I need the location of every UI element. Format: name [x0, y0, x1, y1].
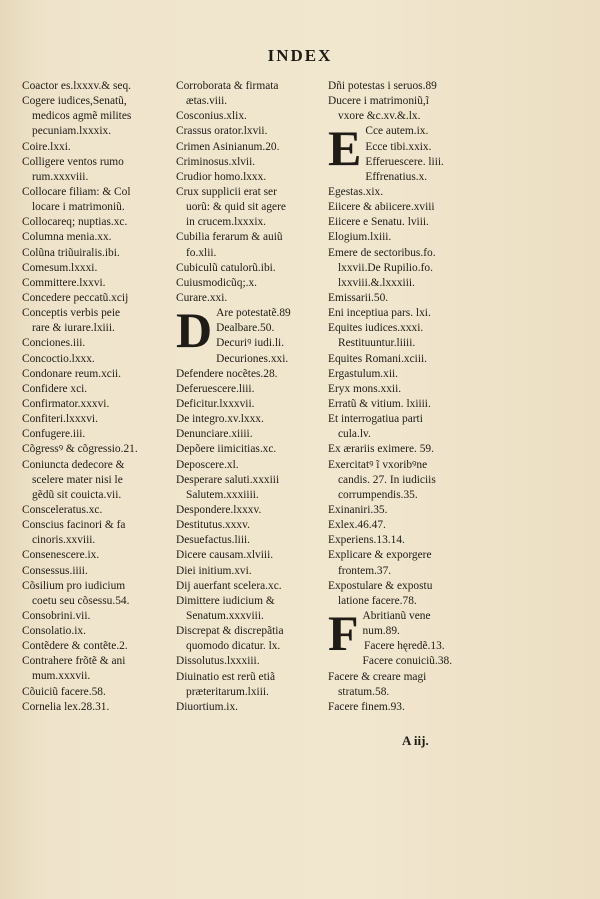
index-entry: Dicere causam.xlviii.	[176, 549, 274, 562]
index-entry: Facere finem.93.	[328, 700, 405, 713]
index-entry: Confugere.iii.	[22, 428, 86, 441]
index-entry: Facere hęredẽ.13.	[364, 640, 445, 653]
index-entry: Ecce tibi.xxix.	[365, 140, 432, 153]
index-entry: Confiteri.lxxxvi.	[22, 413, 98, 426]
index-entry: scelere mater nisi le	[32, 473, 123, 486]
index-entry: Ducere i matrimoniũ,ĩ	[328, 95, 429, 108]
index-entry: Criminosus.xlvii.	[176, 155, 256, 168]
index-entry: quomodo dicatur. lx.	[186, 640, 281, 653]
index-entry: Consenescere.ix.	[22, 549, 100, 562]
index-entry: Consobrini.vii.	[22, 609, 91, 622]
page-header: INDEX	[267, 46, 333, 65]
index-column-3	[328, 79, 480, 715]
index-entry: cula.lv.	[338, 428, 371, 441]
index-entry: Eiicere e Senatu. lviii.	[328, 216, 429, 229]
index-entry: Ergastulum.xii.	[328, 367, 399, 380]
index-entry: Effrenatius.x.	[365, 170, 428, 183]
index-entry: medicos agmẽ milites	[32, 110, 132, 123]
index-entry: Ex ærariis eximere. 59.	[328, 443, 434, 456]
index-entry: Corroborata & firmata	[176, 80, 279, 92]
index-entry: rare & iurare.lxiii.	[32, 322, 115, 335]
index-entry: Exlex.46.47.	[328, 519, 386, 532]
index-entry: Equites Romani.xciii.	[328, 352, 428, 365]
index-entry: Despondere.lxxxv.	[176, 503, 262, 516]
index-entry: Dealbare.50.	[216, 322, 275, 335]
index-entry: Emissarii.50.	[328, 291, 389, 304]
index-entry: Deficitur.lxxxvii.	[176, 397, 255, 410]
index-entry: Depõere iimicitias.xc.	[176, 443, 277, 456]
index-entry: Equites iudices.xxxi.	[328, 322, 424, 335]
section-initial-f: F	[328, 604, 359, 661]
index-entry: Conciones.iii.	[22, 337, 86, 350]
index-entry: Diuortium.ix.	[176, 700, 239, 713]
index-entry: De integro.xv.lxxx.	[176, 413, 264, 426]
index-entry: Conscius facinori & fa	[22, 519, 126, 532]
index-entry: coetu seu cõsessu.54.	[32, 594, 130, 607]
index-entry: Efferuescere. liii.	[365, 155, 444, 168]
index-entry: Columna menia.xx.	[22, 231, 112, 244]
index-entry: Crudior homo.lxxx.	[176, 170, 267, 183]
index-entry: Abritianũ vene	[362, 609, 431, 622]
index-entry: uorũ: & quid sit agere	[186, 201, 286, 214]
index-entry: Cubiculũ catulorũ.ibi.	[176, 261, 276, 274]
index-entry: Et interrogatiua parti	[328, 413, 423, 426]
index-entry: mum.xxxvii.	[32, 670, 91, 683]
index-entry: candis. 27. In iudiciis	[338, 473, 436, 486]
index-entry: ætas.viii.	[186, 95, 228, 108]
index-entry: Decuriones.xxi.	[216, 352, 289, 365]
index-entry: Confidere xci.	[22, 382, 88, 395]
index-column-1	[22, 79, 174, 715]
index-entry: Coniuncta dedecore &	[22, 458, 125, 471]
index-entry: Dñi potestas i seruos.89	[328, 80, 437, 92]
index-entry: Cornelia lex.28.31.	[22, 700, 110, 713]
index-entry: Desperare saluti.xxxiii	[176, 473, 280, 486]
index-entry: Committere.lxxvi.	[22, 276, 106, 289]
index-entry: Salutem.xxxiiii.	[186, 488, 259, 501]
index-entry: Experiens.13.14.	[328, 534, 405, 547]
index-entry: Consessus.iiii.	[22, 564, 88, 577]
index-entry: Crux supplicii erat ser	[176, 185, 277, 198]
index-entry: Facere conuiciũ.38.	[362, 655, 453, 668]
index-entry: Concoctio.lxxx.	[22, 352, 95, 365]
index-entry: Defendere nocẽtes.28.	[176, 367, 278, 380]
index-entry: Consceleratus.xc.	[22, 503, 103, 516]
index-entry: Dissolutus.lxxxiii.	[176, 655, 260, 668]
index-entry: fo.xlii.	[186, 246, 217, 259]
index-entry: Diuinatio est rerũ etiã	[176, 670, 276, 683]
index-entry: Erratũ & vitium. lxiiii.	[328, 397, 431, 410]
index-entry: frontem.37.	[338, 564, 392, 577]
index-entry: Condonare reum.xcii.	[22, 367, 122, 380]
index-entry: Coire.lxxi.	[22, 140, 71, 153]
index-entry: Discrepat & discrepãtia	[176, 625, 284, 638]
index-entry: Cõgressꝰ & cõgressio.21.	[22, 443, 138, 456]
index-entry: Dimittere iudicium &	[176, 594, 275, 607]
index-entry: locare i matrimoniũ.	[32, 201, 125, 214]
index-entry: Exercitatꝰ ĩ vxoribꝰne	[328, 458, 428, 471]
index-entry: Expostulare & expostu	[328, 579, 433, 592]
index-entry: Destitutus.xxxv.	[176, 519, 250, 532]
index-entry: Colũna triũuiralis.ibi.	[22, 246, 120, 259]
index-entry: num.89.	[362, 625, 400, 638]
index-entry: Cosconius.xlix.	[176, 110, 247, 123]
index-entry: latione facere.78.	[338, 594, 417, 607]
index-entry: rum.xxxviii.	[32, 170, 89, 183]
index-entry: in crucem.lxxxix.	[186, 216, 267, 229]
index-entry: Eni inceptiua pars. lxi.	[328, 307, 431, 320]
index-entry: Senatum.xxxviii.	[186, 609, 264, 622]
index-entry: Consolatio.ix.	[22, 625, 86, 638]
index-entry: Cce autem.ix.	[365, 125, 429, 138]
index-entry: Denunciare.xiiii.	[176, 428, 253, 441]
index-entry: corrumpendis.35.	[338, 488, 418, 501]
index-entry: Curare.xxi.	[176, 291, 228, 304]
index-entry: Eryx mons.xxii.	[328, 382, 402, 395]
index-entry: Restituuntur.liiii.	[338, 337, 416, 350]
section-initial-e: E	[328, 120, 362, 177]
index-entry: præteritarum.lxiii.	[186, 685, 269, 698]
index-entry: Contẽdere & contẽte.2.	[22, 640, 128, 653]
index-entry: Cuiusmodicũq;.x.	[176, 276, 258, 289]
index-entry: Facere & creare magi	[328, 670, 427, 683]
index-entry: Collocare filiam: & Col	[22, 185, 131, 198]
index-entry: Are potestatẽ.89	[216, 307, 291, 320]
index-entry: Crassus orator.lxvii.	[176, 125, 268, 138]
index-entry: Cõuiciũ facere.58.	[22, 685, 106, 698]
index-entry: Exinaniri.35.	[328, 503, 388, 516]
index-entry: gẽdũ sit couicta.vii.	[32, 488, 122, 501]
index-entry: Contrahere frõtẽ & ani	[22, 655, 126, 668]
index-entry: Collocareq; nuptias.xc.	[22, 216, 128, 229]
index-entry: Cubilia ferarum & auiũ	[176, 231, 283, 244]
index-entry: Emere de sectoribus.fo.	[328, 246, 436, 259]
index-entry: Elogium.lxiii.	[328, 231, 392, 244]
index-entry: Cogere iudices,Senatũ,	[22, 95, 127, 108]
index-entry: stratum.58.	[338, 685, 390, 698]
index-entry: vxore &c.xv.&.lx.	[338, 110, 421, 123]
index-entry: lxxvii.De Rupilio.fo.	[338, 261, 433, 274]
index-entry: Conceptis verbis peie	[22, 307, 121, 320]
index-entry: pecuniam.lxxxix.	[32, 125, 112, 138]
index-entry: Eiicere & abiicere.xviii	[328, 201, 435, 214]
index-entry: Explicare & exporgere	[328, 549, 432, 562]
index-entry: Desuefactus.liii.	[176, 534, 251, 547]
index-entry: Decuriꝰ iudi.li.	[216, 337, 285, 350]
index-entry: Diei initium.xvi.	[176, 564, 252, 577]
index-entry: Coactor es.lxxxv.& seq.	[22, 80, 132, 92]
section-initial-d: D	[176, 302, 213, 359]
index-entry: Concedere peccatũ.xcij	[22, 291, 129, 304]
index-entry: Deferuescere.liii.	[176, 382, 255, 395]
index-column-2	[176, 79, 328, 715]
index-entry: Cõsilium pro iudicium	[22, 579, 126, 592]
index-entry: cinoris.xxviii.	[32, 534, 96, 547]
index-entry: Egestas.xix.	[328, 186, 384, 198]
index-entry: Crimen Asinianum.20.	[176, 140, 280, 153]
signature-mark: A iij.	[402, 733, 429, 748]
index-entry: Colligere ventos rumo	[22, 155, 124, 168]
index-entry: Dij auerfant scelera.xc.	[176, 579, 282, 592]
index-entry: Confirmator.xxxvi.	[22, 397, 110, 410]
index-entry: Comesum.lxxxi.	[22, 261, 98, 274]
index-entry: Deposcere.xl.	[176, 458, 239, 471]
index-entry: lxxviii.&.lxxxiii.	[338, 276, 415, 289]
